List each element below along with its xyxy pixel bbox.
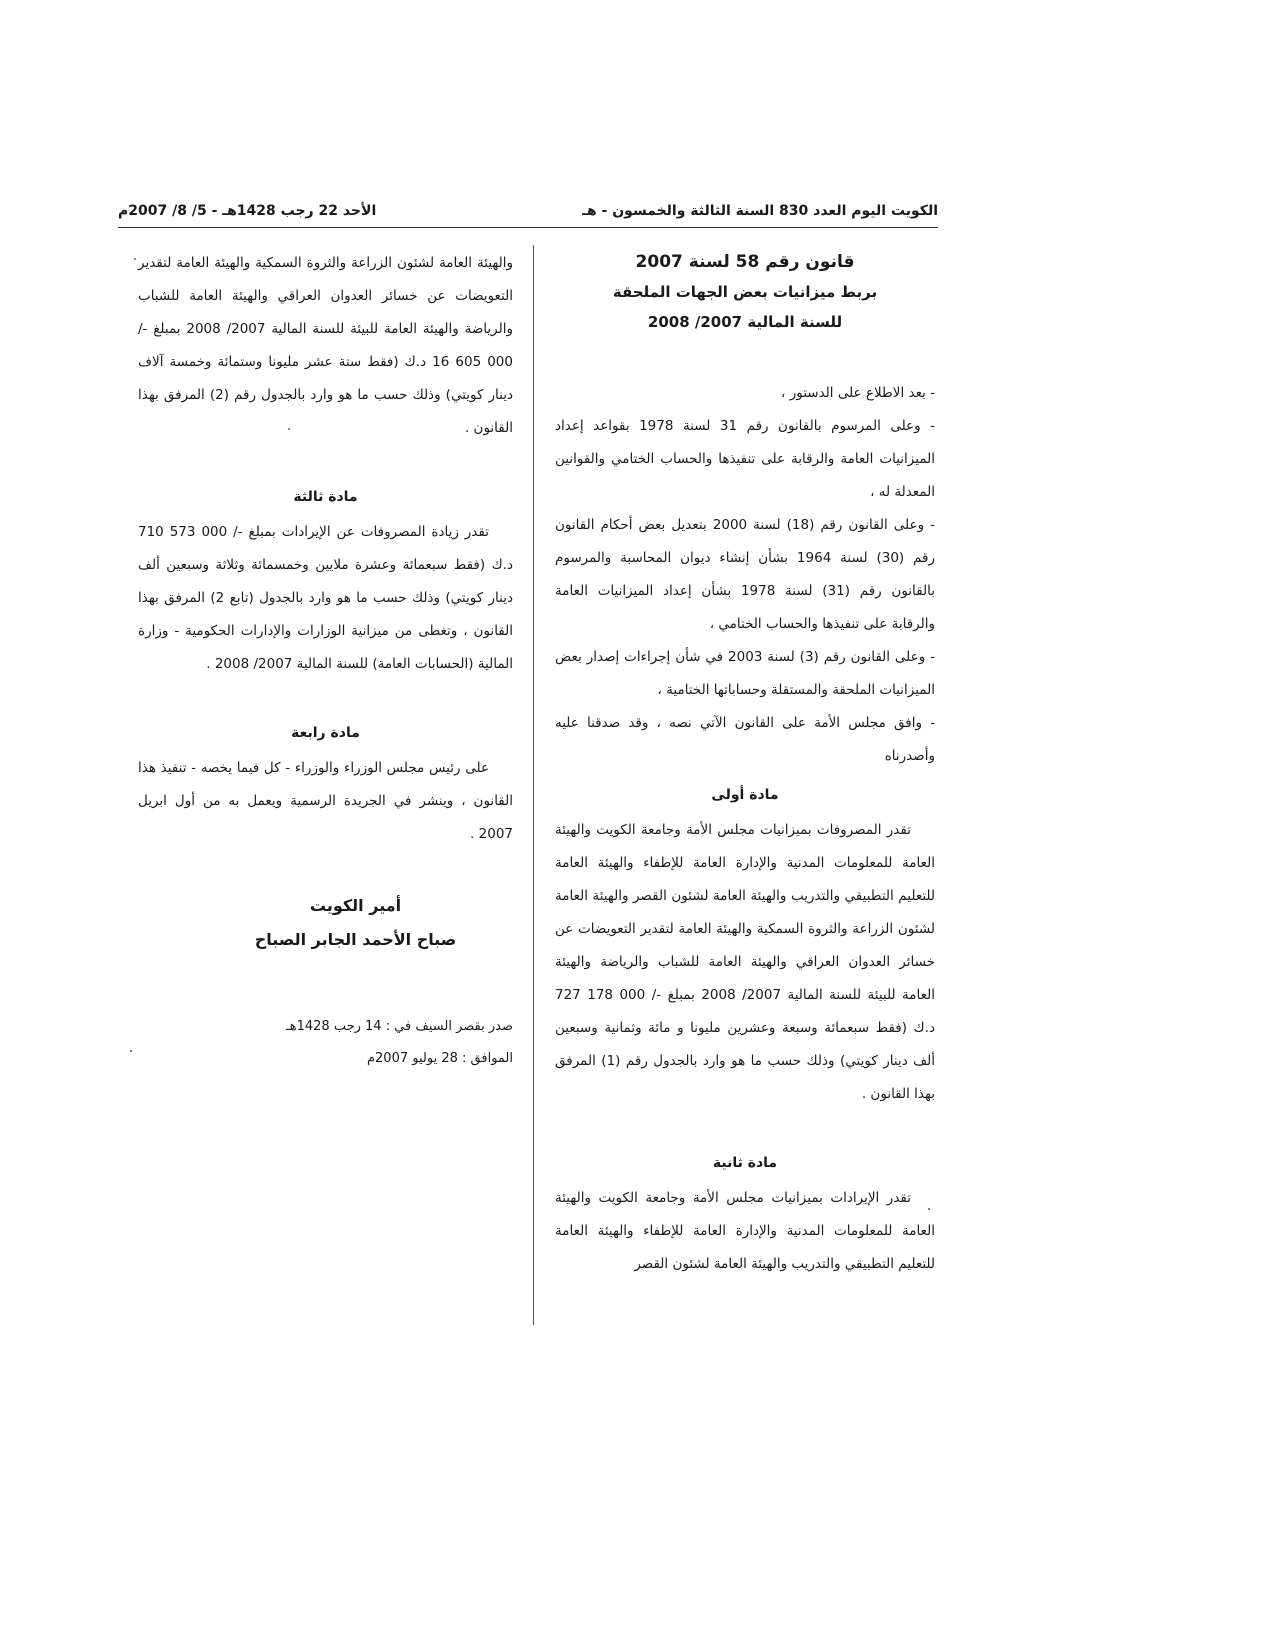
scan-speck [288,428,290,430]
left-column [138,247,513,1075]
article-3-title: مادة ثالثة [293,489,358,505]
issued-place-date: صدر بقصر السيف في : 14 رجب 1428هـ [285,1019,513,1034]
preamble-item: - بعد الاطلاع على الدستور ، [781,385,935,401]
article-4-title: مادة رابعة [291,725,360,741]
article-1-title: مادة أولى [711,787,779,803]
article-3-text: تقدر زيادة المصروفات عن الإيرادات بمبلغ -/ 000 573 710 د.ك (فقط سبعمائة وعشرة ملايين وخمسمائة وثلاثة وسبعين ألف دينار كويتي) وذلك حسب ما هو وارد بالجدول (تابع 2) المرفق بهذا القانون ، وتغطى من ميزانية الوزارات والإدارات الحكومية - وزارة المالية (الحسابات العامة) للسنة المالية 2007/ 2008 . [138,524,513,672]
signature-title: أمير الكويت [309,896,402,915]
article-4-text: على رئيس مجلس الوزراء والوزراء - كل فيما يخصه - تنفيذ هذا القانون ، وينشر في الجريدة الرسمية ويعمل به من أول ابريل 2007 . [138,760,513,842]
right-column [555,247,935,1281]
page-header [118,196,938,226]
header-publication: الكويت اليوم العدد 830 السنة الثالثة والخمسون - هـ [582,203,938,219]
preamble-item: - وعلى المرسوم بالقانون رقم 31 لسنة 1978 بقواعد إعداد الميزانيات العامة والرقابة على تنفيذها والحساب الختامي والقوانين المعدلة له ، [555,418,935,500]
signature-block [198,889,513,957]
issuance-block [138,1011,513,1075]
preamble-list [555,377,935,773]
law-subtitle: بربط ميزانيات بعض الجهات الملحقة [612,283,878,301]
scan-speck [134,258,136,260]
law-fiscal-year: للسنة المالية 2007/ 2008 [647,313,843,331]
law-heading [555,247,935,337]
issued-corresponding-date: الموافق : 28 يوليو 2007م [366,1051,513,1066]
scan-speck [130,1050,132,1052]
header-divider [118,227,938,228]
preamble-item: - وافق مجلس الأمة على القانون الآتي نصه ، وقد صدقنا عليه وأصدرناه [555,715,935,764]
article-2-title: مادة ثانية [712,1155,778,1171]
signature-name: صباح الأحمد الجابر الصباح [254,930,457,949]
preamble-item: - وعلى القانون رقم (3) لسنة 2003 في شأن إجراءات إصدار بعض الميزانيات الملحقة والمستقلة وحساباتها الختامية ، [555,649,935,698]
law-title: قانون رقم 58 لسنة 2007 [635,252,855,272]
article-2-text-continued: والهيئة العامة لشئون الزراعة والثروة السمكية والهيئة العامة لتقدير التعويضات عن خسائر العدوان العراقي والهيئة العامة للشباب والرياضة والهيئة العامة للبيئة للسنة المالية 2007/ 2008 بمبلغ -/ 000 605 16 د.ك (فقط ستة عشر مليونا وستمائة وخمسة آلاف دينار كويتي) وذلك حسب ما هو وارد بالجدول رقم (2) المرفق بهذا القانون . [138,255,514,436]
article-1-text: تقدر المصروفات بميزانيات مجلس الأمة وجامعة الكويت والهيئة العامة للمعلومات المدنية والإدارة العامة للإطفاء والهيئة العامة للتعليم التطبيقي والتدريب والهيئة العامة لشئون القصر والهيئة العامة لشئون الزراعة والثروة السمكية والهيئة العامة لتقدير التعويضات عن خسائر العدوان العراقي والهيئة العامة للشباب والرياضة والهيئة العامة للبيئة للسنة المالية 2007/ 2008 بمبلغ -/ 000 178 727 د.ك (فقط سبعمائة وسبعة وعشرين مليونا و مائة وثمانية وسبعين ألف دينار كويتي) وذلك حسب ما هو وارد بالجدول رقم (1) المرفق بهذا القانون . [555,822,935,1102]
scan-speck [928,1208,930,1210]
header-date: الأحد 22 رجب 1428هـ - 5/ 8/ 2007م [118,203,377,219]
article-2-text: تقدر الإيرادات بميزانيات مجلس الأمة وجامعة الكويت والهيئة العامة للمعلومات المدنية والإدارة العامة للإطفاء والهيئة العامة للتعليم التطبيقي والتدريب والهيئة العامة لشئون القصر [555,1190,935,1272]
column-divider [533,245,534,1325]
preamble-item: - وعلى القانون رقم (18) لسنة 2000 بتعديل بعض أحكام القانون رقم (30) لسنة 1964 بشأن إنشاء ديوان المحاسبة والمرسوم بالقانون رقم (31) لسنة 1978 بشأن إعداد الميزانيات العامة والرقابة على تنفيذها والحساب الختامي ، [555,517,935,632]
